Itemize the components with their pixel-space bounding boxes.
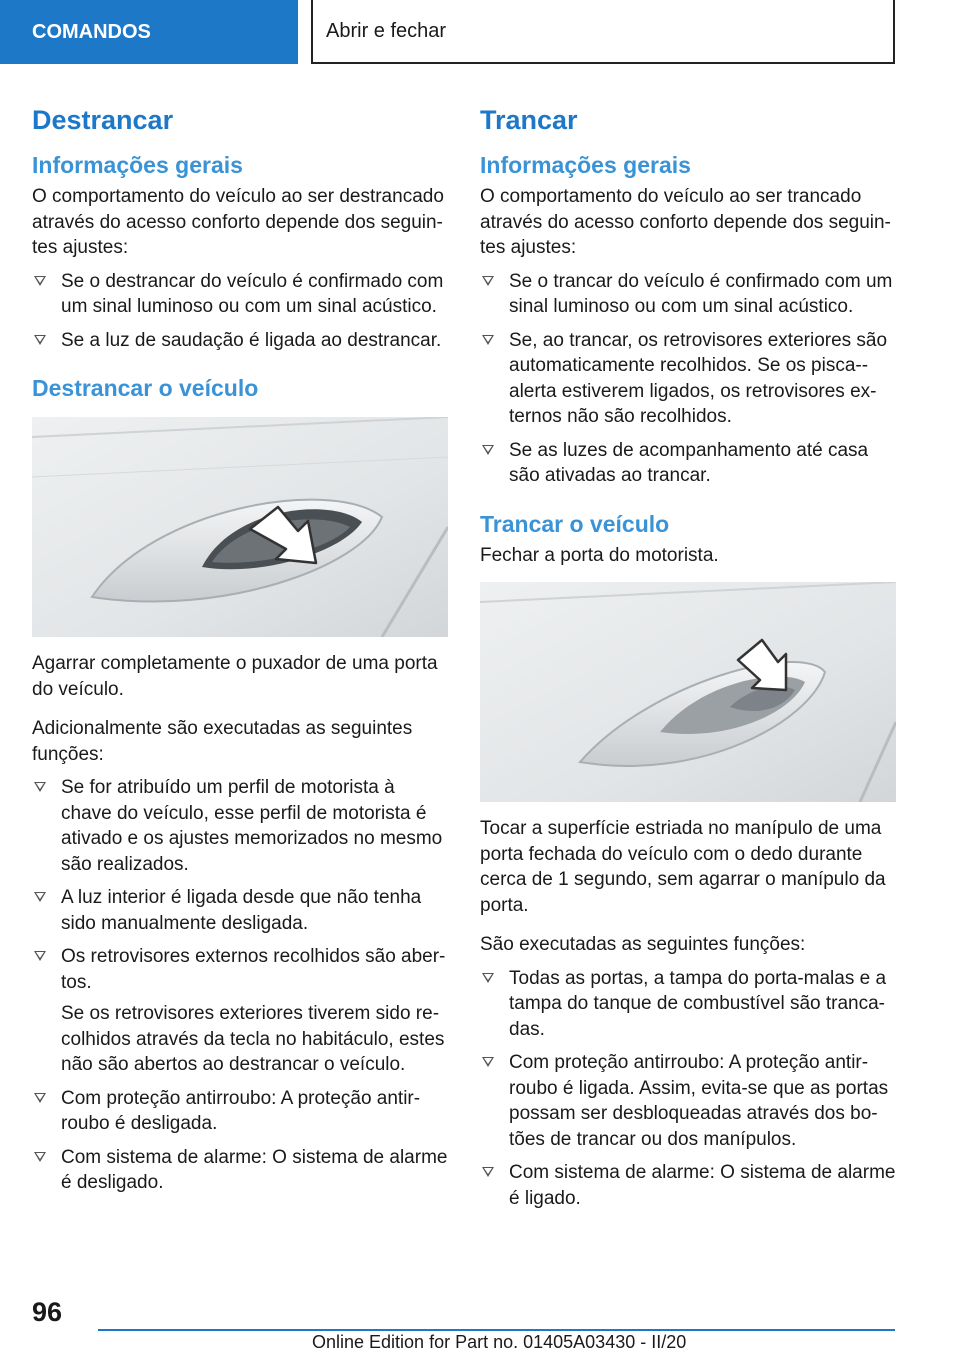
page-number: 96 [32,1297,63,1327]
list-item: Se a luz de saudação é ligada ao destrancar. [32,328,450,354]
unlock-vehicle-heading: Destrancar o veículo [32,375,259,401]
unlock-functions-intro: Adicionalmente são executadas as seguintes funções: [32,718,413,765]
list-item: Com proteção antirroubo: A proteção antir-roubo é ligada. Assim, evita-se que as portas possam ser desbloqueadas através dos bo-tões de trancar ou dos manípulos. [480,1050,898,1152]
list-item: Se for atribuído um perfil de motorista à chave do veículo, esse perfil de motorista é ativado e os ajustes memorizados no mesmo são realizados. [32,775,450,877]
footer-divider [98,1329,895,1331]
list-item: A luz interior é ligada desde que não tenha sido manualmente desligada. [32,885,450,936]
triangle-bullet-icon [34,951,46,961]
triangle-bullet-icon [482,1057,494,1067]
mirror-note: Se os retrovisores exteriores tiverem sido re-colhidos através da tecla no habitáculo, estes não são abertos ao destrancar o veículo. [61,1003,445,1075]
door-handle-lock-image [480,582,896,802]
section-label: COMANDOS [32,20,151,43]
edition-footer: Online Edition for Part no. 01405A03430 - II/20 [312,1332,687,1352]
section-tab [0,0,298,64]
right-column [480,100,898,1211]
lock-functions-list [480,966,898,1212]
triangle-bullet-icon [482,973,494,983]
chapter-header [311,0,895,64]
lock-title: Trancar [480,105,578,135]
list-item: Se o destrancar do veículo é confirmado com um sinal luminoso ou com um sinal acústico. [32,269,450,320]
unlock-grab-text: Agarrar completamente o puxador de uma porta do veículo. [32,653,438,700]
lock-general-heading: Informações gerais [480,152,691,178]
triangle-bullet-icon [34,1093,46,1103]
triangle-bullet-icon [482,335,494,345]
lock-touch-text: Tocar a superfície estriada no manípulo de uma porta fechada do veículo com o dedo durante cerca de 1 segundo, sem agarrar o manípulo da porta. [480,818,886,916]
unlock-general-heading: Informações gerais [32,152,243,178]
list-item: Com proteção antirroubo: A proteção antir-roubo é desligada. [32,1086,450,1137]
triangle-bullet-icon [482,1167,494,1177]
triangle-bullet-icon [34,1152,46,1162]
list-item: Se, ao trancar, os retrovisores exteriores são automaticamente recolhidos. Se os pisca--alerta estiverem ligados, os retrovisores ex-ternos não são recolhidos. [480,328,898,430]
list-item: Se o trancar do veículo é confirmado com um sinal luminoso ou com um sinal acústico. [480,269,898,320]
triangle-bullet-icon [34,782,46,792]
triangle-bullet-icon [34,335,46,345]
list-item: Com sistema de alarme: O sistema de alarme é ligado. [480,1160,898,1211]
unlock-general-intro: O comportamento do veículo ao ser destrancado através do acesso conforto depende dos seguin-tes ajustes: [32,186,444,258]
unlock-title: Destrancar [32,105,174,135]
unlock-functions-list [32,775,450,1196]
lock-general-list [480,269,898,489]
triangle-bullet-icon [482,445,494,455]
triangle-bullet-icon [34,892,46,902]
list-item: Todas as portas, a tampa do porta-malas e a tampa do tanque de combustível são tranca-das. [480,966,898,1043]
triangle-bullet-icon [34,276,46,286]
triangle-bullet-icon [482,276,494,286]
lock-general-intro: O comportamento do veículo ao ser trancado através do acesso conforto depende dos seguin-tes ajustes: [480,186,891,258]
left-column [32,100,450,1196]
chapter-title: Abrir e fechar [326,19,447,42]
list-item: Os retrovisores externos recolhidos são aber-tos. Se os retrovisores exteriores tiverem sido re-colhidos através da tecla no habitáculo, estes não são abertos ao destrancar o veículo. [32,944,450,1078]
list-item: Se as luzes de acompanhamento até casa são ativadas ao trancar. [480,438,898,489]
lock-vehicle-heading: Trancar o veículo [480,510,670,537]
door-handle-unlock-image [32,417,448,637]
unlock-general-list [32,269,450,354]
lock-intro: Fechar a porta do motorista. [480,544,719,566]
list-item: Com sistema de alarme: O sistema de alarme é desligado. [32,1145,450,1196]
lock-functions-intro: São executadas as seguintes funções: [480,934,806,955]
